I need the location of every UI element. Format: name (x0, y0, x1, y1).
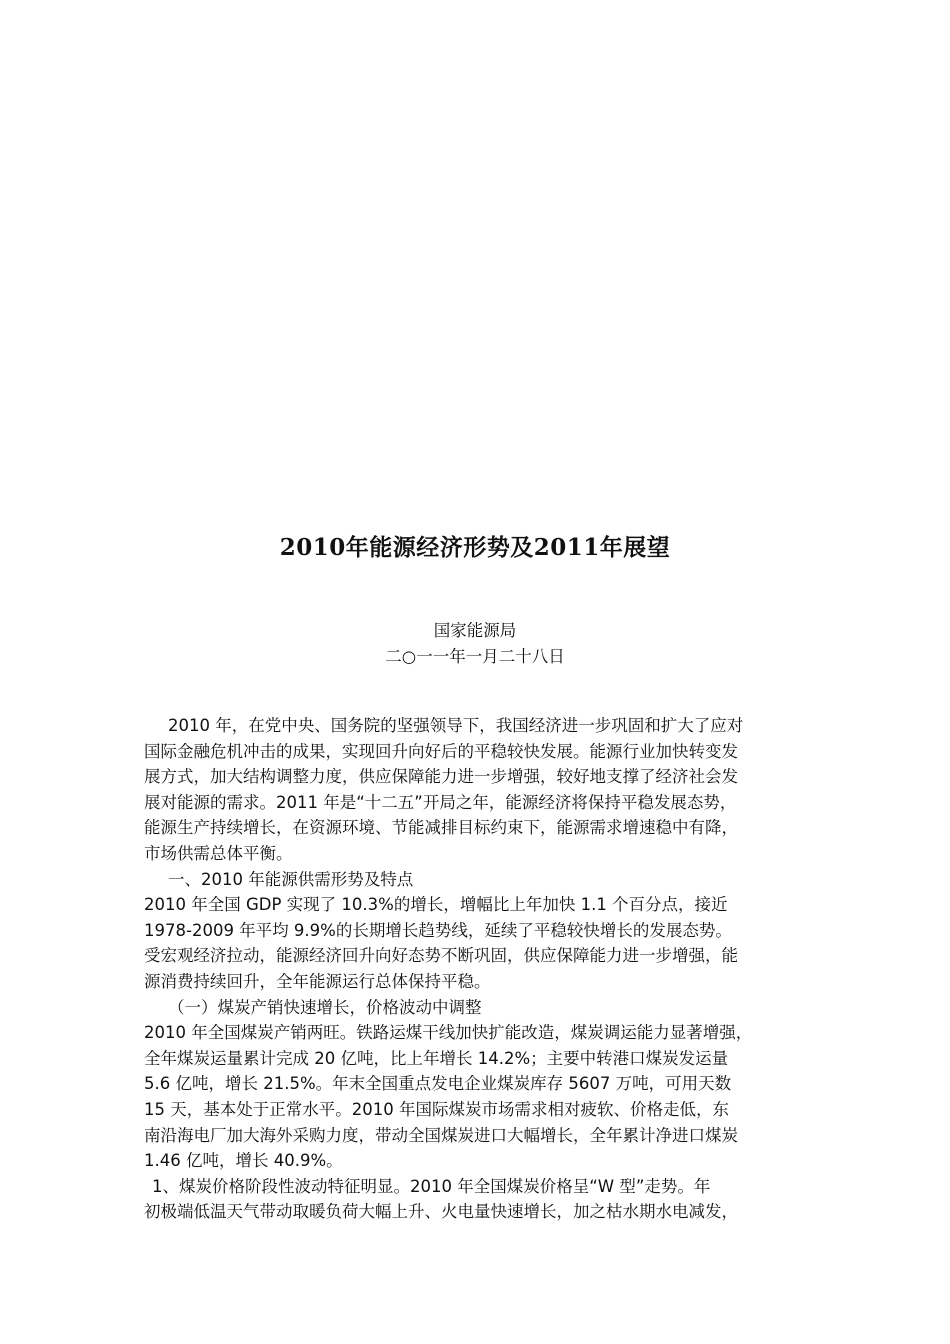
body-line: 1978-2009 年平均 9.9%的长期增长趋势线，延续了平稳较快增长的发展态势。 (144, 920, 732, 940)
subsection-heading: （一）煤炭产销快速增长，价格波动中调整 (168, 997, 482, 1017)
body-line: 2010 年全国煤炭产销两旺。铁路运煤干线加快扩能改造，煤炭调运能力显著增强， (144, 1023, 753, 1043)
document-date: 二○一一年一月二十八日 (385, 647, 565, 666)
body-line: 15 天，基本处于正常水平。2010 年国际煤炭市场需求相对疲软、价格走低，东 (144, 1099, 729, 1119)
body-line: 1.46 亿吨，增长 40.9%。 (144, 1151, 343, 1171)
body-line: 南沿海电厂加大海外采购力度，带动全国煤炭进口大幅增长，全年累计净进口煤炭 (144, 1125, 738, 1145)
body-line: 2010 年全国 GDP 实现了 10.3%的增长，增幅比上年加快 1.1 个百分点，接近 (144, 895, 728, 915)
body-line: 5.6 亿吨，增长 21.5%。年末全国重点发电企业煤炭库存 5607 万吨，可用天数 (144, 1074, 732, 1094)
body-line: 展对能源的需求。2011 年是“十二五”开局之年，能源经济将保持平稳发展态势， (144, 792, 737, 812)
body-line: 初极端低温天气带动取暖负荷大幅上升、火电量快速增长，加之枯水期水电减发， (144, 1202, 738, 1222)
body-line: 市场供需总体平衡。 (144, 843, 293, 863)
section-heading: 一、2010 年能源供需形势及特点 (168, 869, 414, 889)
body-line: 2010 年，在党中央、国务院的坚强领导下，我国经济进一步巩固和扩大了应对 (168, 716, 744, 735)
document-title: 2010年能源经济形势及2011年展望 (279, 534, 671, 561)
body-line: 国际金融危机冲击的成果，实现回升向好后的平稳较快发展。能源行业加快转变发 (144, 741, 738, 761)
document-author: 国家能源局 (433, 621, 517, 640)
body-line: 展方式，加大结构调整力度，供应保障能力进一步增强，较好地支撑了经济社会发 (144, 767, 738, 787)
body-line: 受宏观经济拉动，能源经济回升向好态势不断巩固，供应保障能力进一步增强，能 (144, 946, 738, 966)
body-line: 能源生产持续增长，在资源环境、节能减排目标约束下，能源需求增速稳中有降， (144, 818, 738, 838)
document-body (144, 713, 808, 1225)
body-line: 源消费持续回升，全年能源运行总体保持平稳。 (144, 971, 491, 991)
body-line: 全年煤炭运量累计完成 20 亿吨，比上年增长 14.2%；主要中转港口煤炭发运量 (144, 1048, 729, 1068)
body-line: 1、煤炭价格阶段性波动特征明显。2010 年全国煤炭价格呈“W 型”走势。年 (152, 1176, 711, 1196)
